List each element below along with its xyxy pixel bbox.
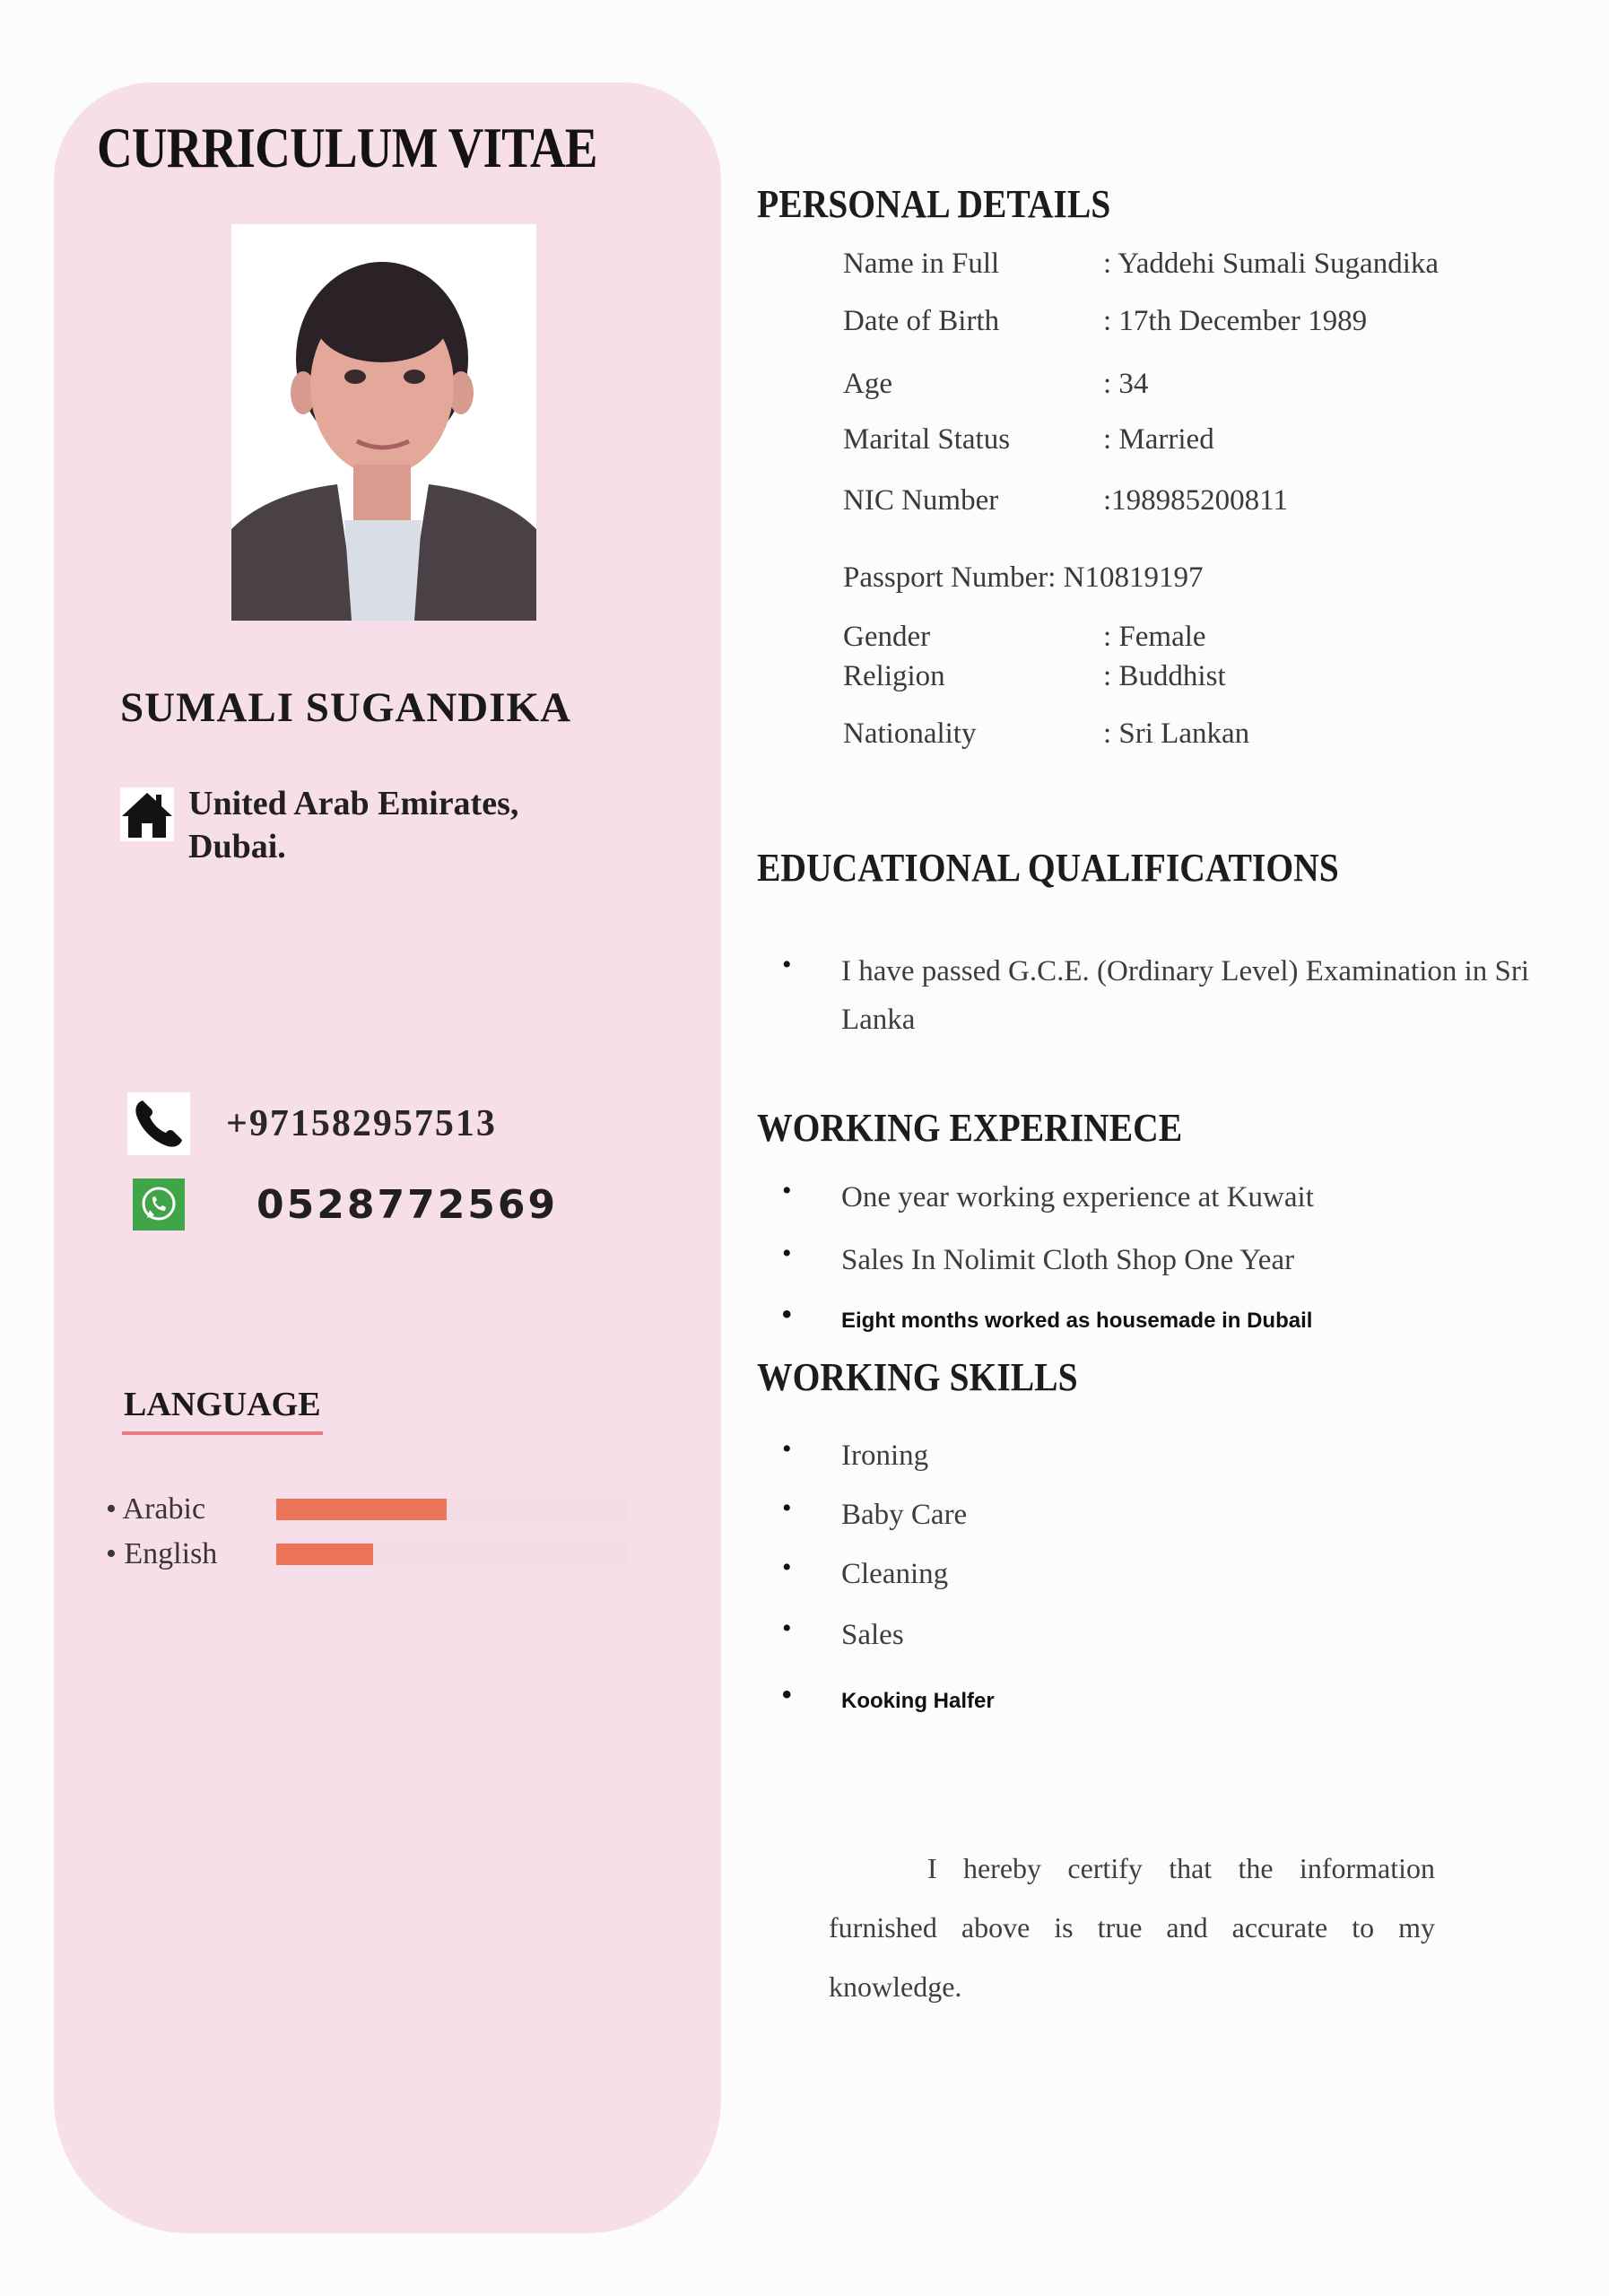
bullet-icon: • — [782, 950, 792, 979]
language-label: • Arabic — [106, 1492, 206, 1526]
language-level-bar — [276, 1499, 628, 1520]
detail-row-religion: Religion : Buddhist — [843, 660, 1226, 692]
skill-item: • Sales — [782, 1611, 1571, 1659]
bullet-icon: • — [782, 1300, 792, 1329]
bullet-icon: • — [782, 1680, 792, 1709]
home-icon — [120, 787, 174, 841]
whatsapp-number: 0528772569 — [257, 1181, 559, 1228]
bullet-icon: • — [782, 1493, 792, 1523]
profile-photo — [231, 224, 536, 621]
language-underline — [122, 1431, 323, 1435]
bullet-icon: • — [782, 1613, 792, 1643]
detail-row-name: Name in Full : Yaddehi Sumali Sugandika — [843, 248, 1439, 280]
experience-item: • Sales In Nolimit Cloth Shop One Year — [782, 1236, 1571, 1284]
address-line-2: Dubai. — [188, 828, 286, 865]
language-level-bar — [276, 1544, 628, 1565]
detail-row-nationality: Nationality : Sri Lankan — [843, 718, 1250, 750]
detail-row-nic: NIC Number :198985200811 — [843, 484, 1288, 517]
skill-item: • Ironing — [782, 1431, 1571, 1480]
detail-row-gender: Gender : Female — [843, 621, 1206, 653]
language-level-fill — [276, 1544, 373, 1565]
skill-item: • Baby Care — [782, 1491, 1571, 1539]
phone-contact — [127, 1092, 497, 1155]
bullet-icon: • — [782, 1176, 792, 1205]
language-item-english — [106, 1537, 628, 1571]
skill-item: • Kooking Halfer — [782, 1677, 1571, 1726]
bullet-icon: • — [782, 1239, 792, 1268]
skill-item: • Cleaning — [782, 1550, 1571, 1598]
detail-row-marital-status: Marital Status : Married — [843, 423, 1214, 456]
language-label: • English — [106, 1537, 218, 1570]
bullet-icon: • — [782, 1552, 792, 1582]
document-title: CURRICULUM VITAE — [97, 116, 597, 179]
whatsapp-icon — [127, 1173, 190, 1236]
language-level-fill — [276, 1499, 447, 1520]
experience-heading: WORKING EXPERINECE — [757, 1106, 1183, 1150]
experience-item: • Eight months worked as housemade in Dubail — [782, 1297, 1571, 1345]
education-item: • I have passed G.C.E. (Ordinary Level) Examination in Sri Lanka — [782, 947, 1553, 1044]
language-item-arabic — [106, 1492, 628, 1526]
experience-item: • One year working experience at Kuwait — [782, 1173, 1571, 1222]
declaration-text: I hereby certify that the information furnished above is true and accurate to my knowledge. — [829, 1852, 1435, 2003]
phone-icon — [127, 1092, 190, 1155]
detail-row-passport: Passport Number : N10819197 — [843, 561, 1204, 594]
skills-heading: WORKING SKILLS — [757, 1355, 1078, 1399]
education-heading: EDUCATIONAL QUALIFICATIONS — [757, 846, 1339, 890]
address-block — [120, 782, 518, 868]
phone-number: +971582957513 — [226, 1103, 497, 1144]
whatsapp-contact — [127, 1173, 558, 1236]
personal-details-heading: PERSONAL DETAILS — [757, 182, 1111, 226]
person-name: SUMALI SUGANDIKA — [120, 684, 572, 731]
bullet-icon: • — [782, 1434, 792, 1464]
detail-row-age: Age : 34 — [843, 368, 1149, 400]
detail-row-dob: Date of Birth : 17th December 1989 — [843, 305, 1368, 337]
language-heading: LANGUAGE — [124, 1386, 321, 1423]
address-line-1: United Arab Emirates, — [188, 785, 519, 822]
